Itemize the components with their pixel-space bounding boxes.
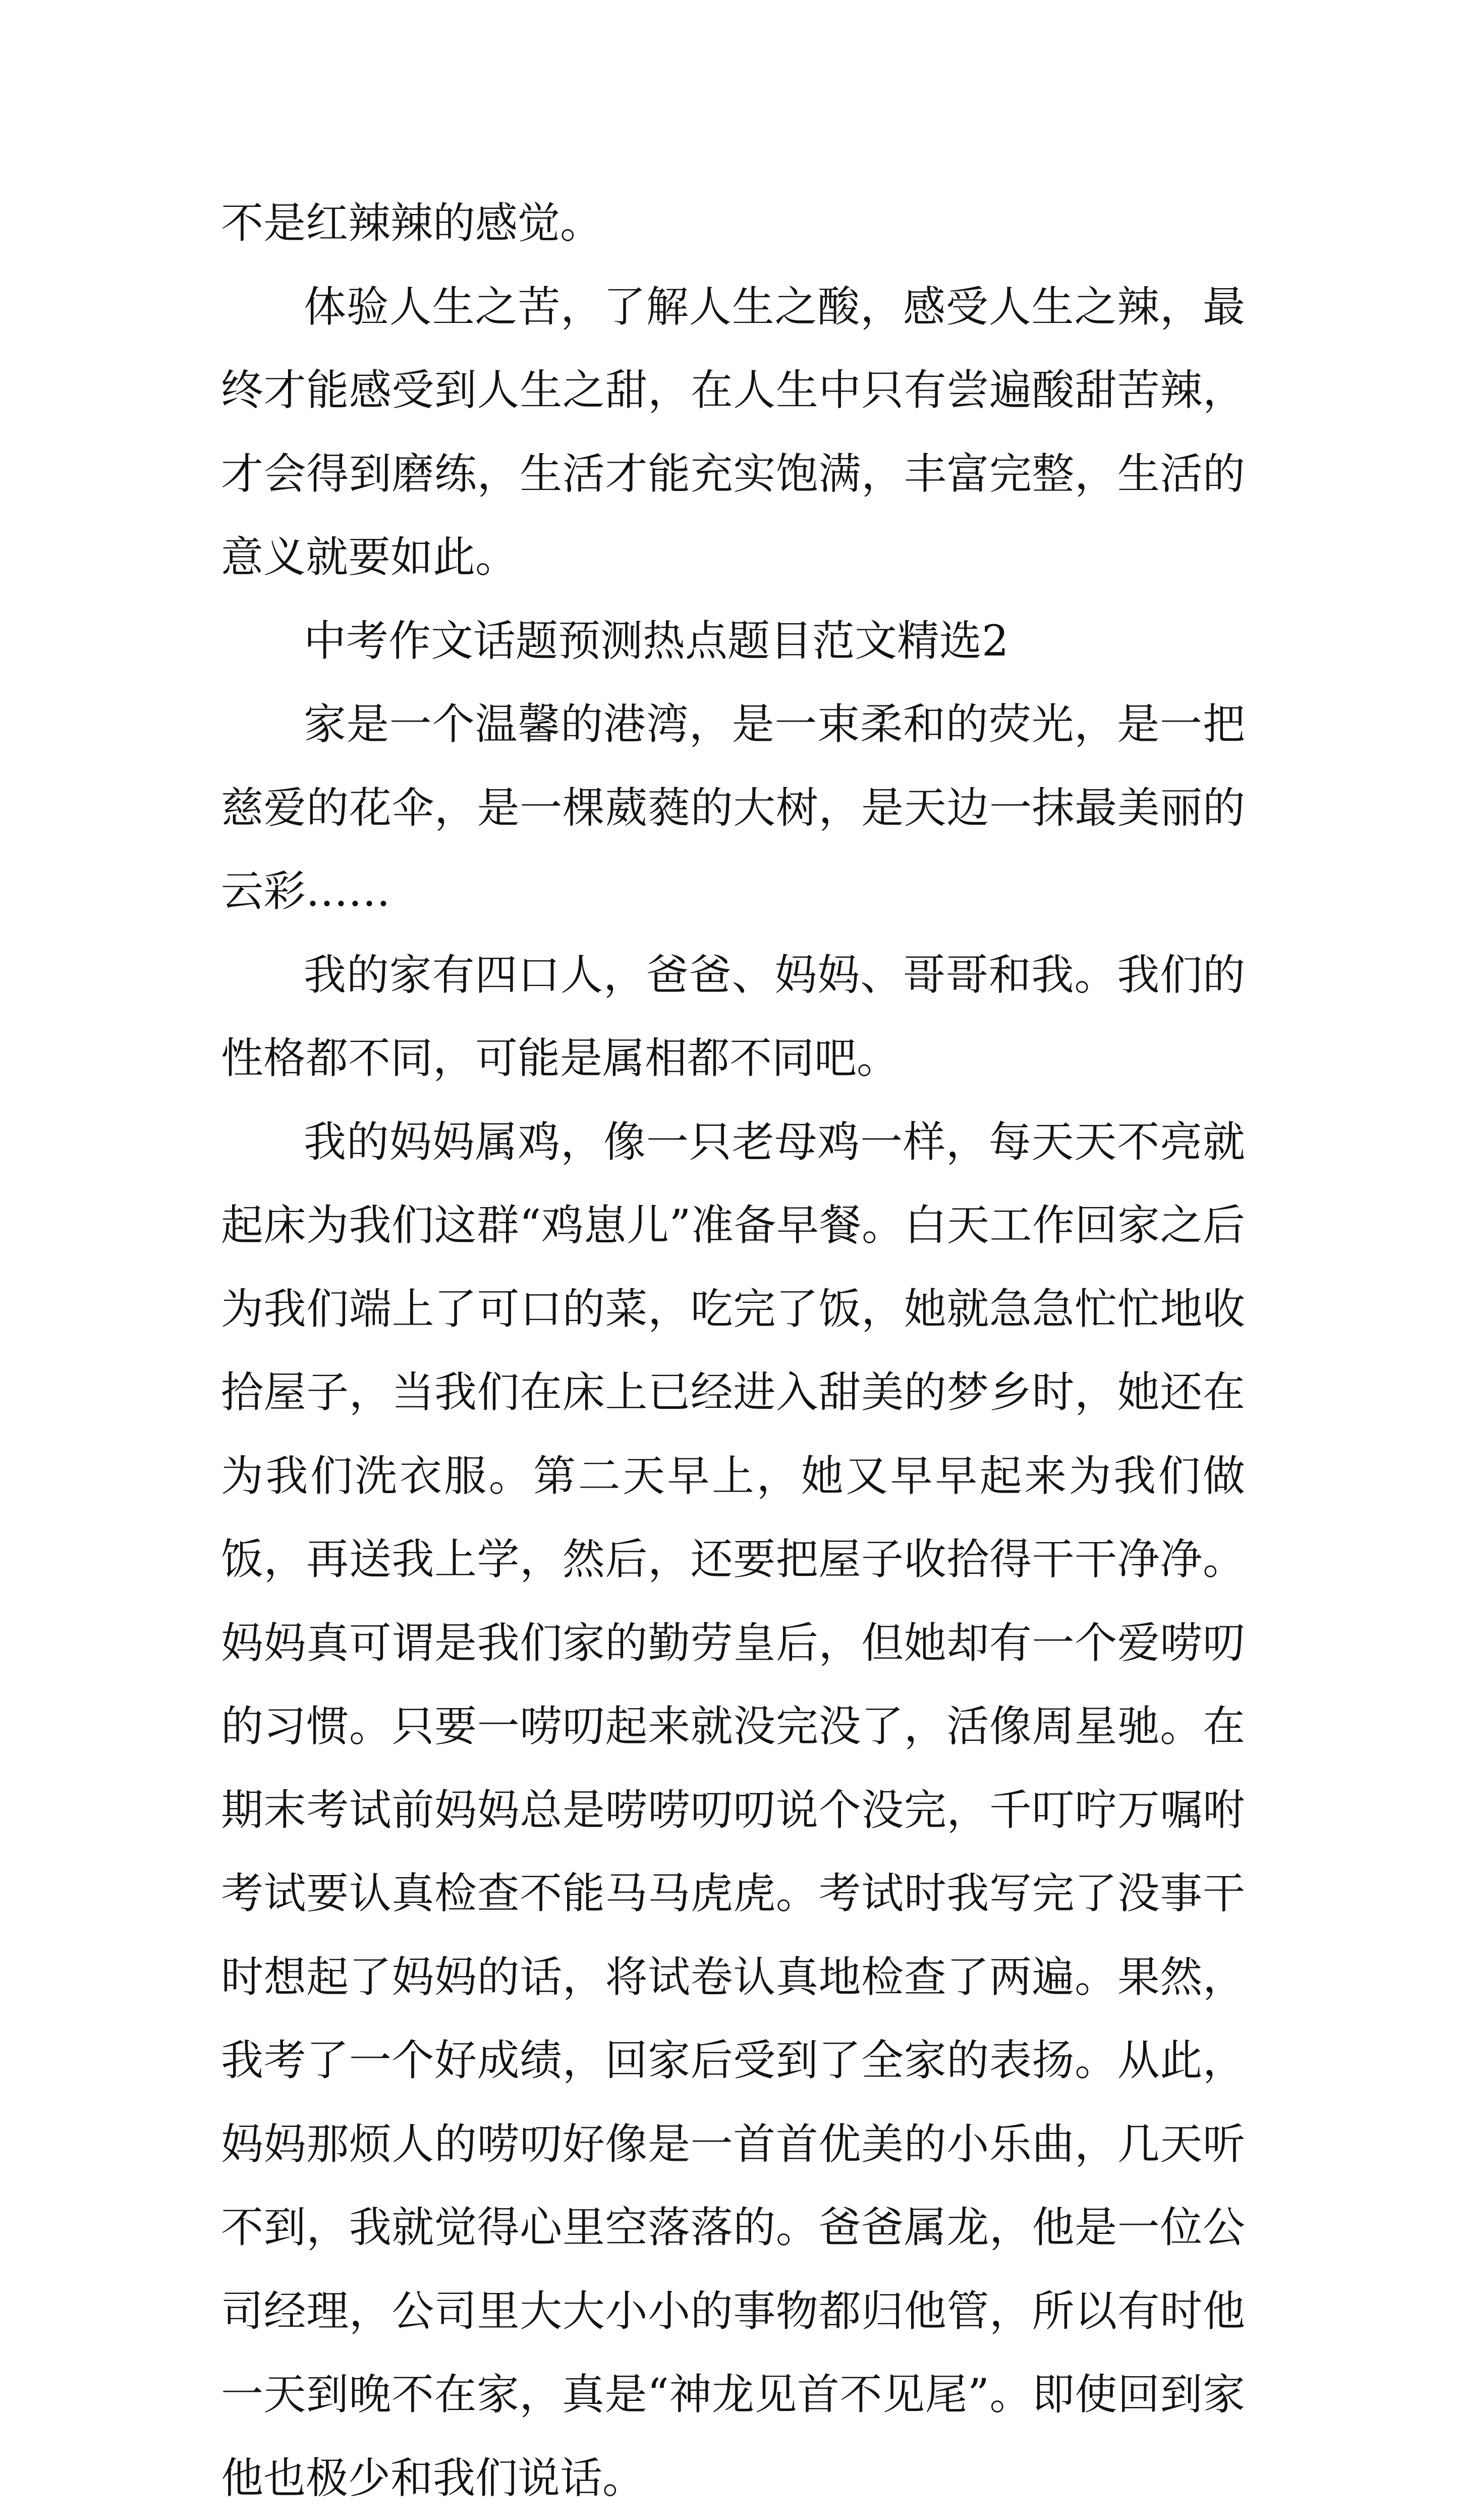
paragraph: 我的家有四口人，爸爸、妈妈、哥哥和我。我们的性格都不同，可能是属相都不同吧。 — [221, 934, 1245, 1101]
document-body — [221, 182, 1245, 2520]
paragraph-continuation: 不是红辣辣的感觉。 — [221, 182, 1245, 265]
paragraph: 体验人生之苦，了解人生之酸，感受人生之辣，最终才能感受到人生之甜，在人生中只有尝遍酸甜苦辣，才会得到磨练，生活才能充实饱满，丰富完整，生活的意义就要如此。 — [221, 265, 1245, 599]
paragraph: 我的妈妈属鸡，像一只老母鸡一样，每天天不亮就起床为我们这群“鸡崽儿”准备早餐。白天工作回家之后为我们端上了可口的菜，吃完了饭，她就急急忙忙地收拾屋子，当我们在床上已经进入甜美的梦乡时，她还在为我们洗衣服。第二天早上，她又早早起来为我们做饭，再送我上学，然后，还要把屋子收拾得干干净净。妈妈真可谓是我们家的勤劳皇后，但她却有一个爱唠叨的习惯。只要一唠叨起来就没完没了，活像周星驰。在期末考试前妈妈总是唠唠叨叨说个没完，千叮咛万嘱咐考试要认真检查不能马马虎虎。考试时我写完了没事干时想起了妈妈的话，将试卷认真地检查了两遍。果然，我考了一个好成绩，回家后受到了全家的表扬。从此，妈妈那烦人的唠叨好像是一首首优美的小乐曲，几天听不到，我就觉得心里空落落的。爸爸属龙，他是一位公司经理，公司里大大小小的事物都归他管，所以有时他一天到晚不在家，真是“神龙见首不见尾”。即使回到家他也极少和我们说话。 — [221, 1101, 1245, 2520]
section-heading: 中考作文话题预测热点题目范文精选2 — [221, 599, 1245, 683]
paragraph: 家是一个温馨的港湾，是一束柔和的荧光，是一把慈爱的花伞，是一棵葳蕤的大树，是天边一抹最美丽的云彩…… — [221, 683, 1245, 934]
